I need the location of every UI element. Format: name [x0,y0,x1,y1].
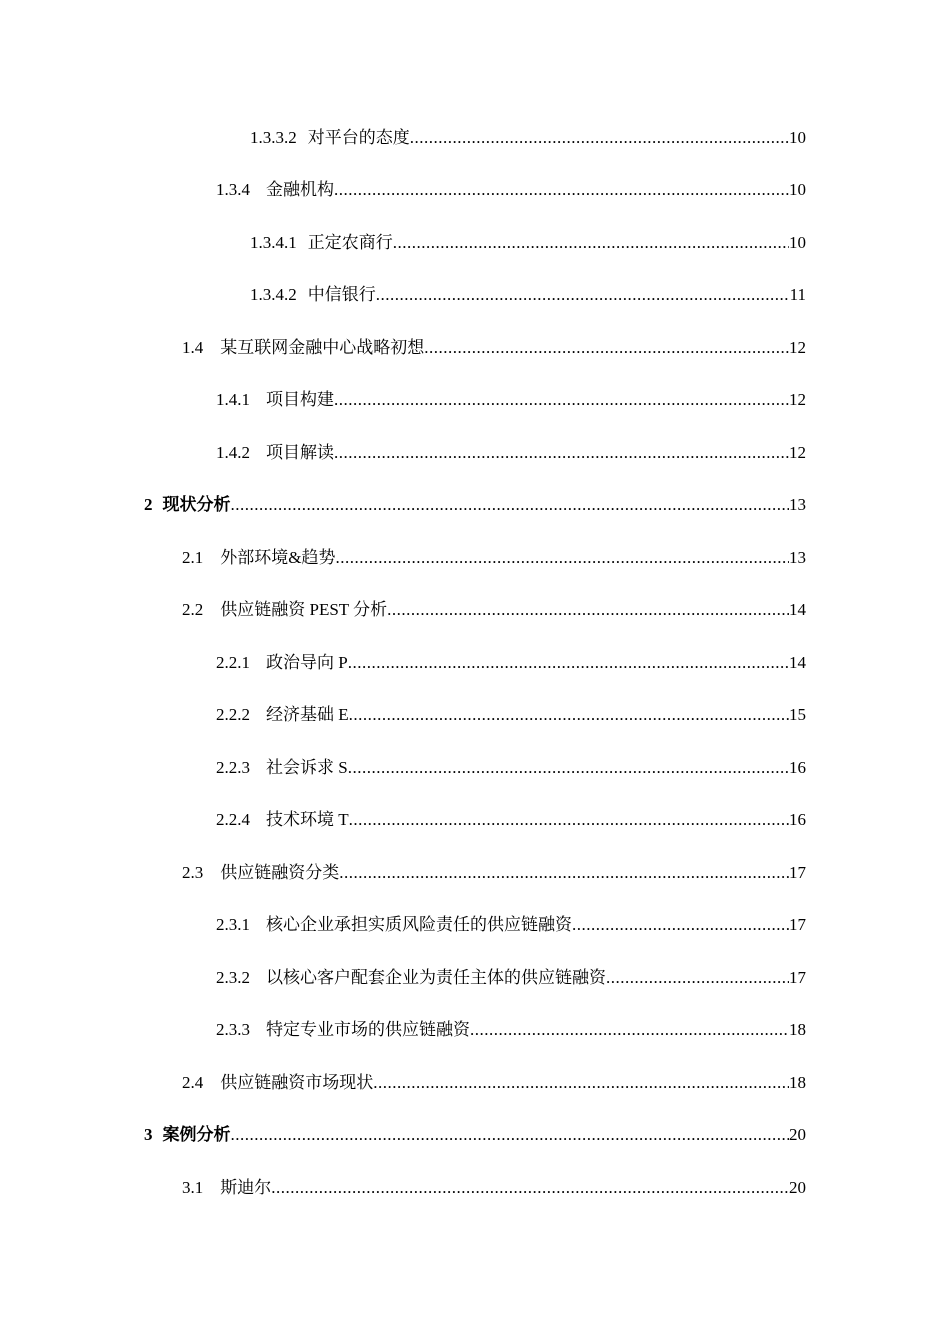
toc-entry[interactable] [182,1063,806,1103]
toc-entry-number: 1.3.4 [216,180,250,199]
toc-entry-page: 12 [789,443,806,462]
toc-entry-chapter[interactable] [144,485,806,525]
toc-entry-number: 2.3.2 [216,968,250,987]
toc-dot-leader [393,223,789,263]
toc-entry-number: 1.4.2 [216,443,250,462]
toc-entry-title: 正定农商行 [307,233,393,252]
toc-entry-title: 供应链融资 PEST 分析 [220,600,388,619]
toc-dot-leader [410,118,789,158]
toc-dot-leader [348,643,789,683]
toc-entry-page: 16 [789,758,806,777]
toc-entry-title: 外部环境&趋势 [220,548,336,567]
toc-entry[interactable] [182,853,806,893]
toc-entry[interactable] [250,275,806,315]
toc-entry[interactable] [216,748,806,788]
toc-entry[interactable] [216,905,806,945]
toc-entry-title: 以核心客户配套企业为责任主体的供应链融资 [266,968,606,987]
toc-entry-title: 经济基础 E [266,705,349,724]
toc-entry-number: 2.3 [182,863,204,882]
toc-entry-page: 17 [789,915,806,934]
toc-entry-title: 特定专业市场的供应链融资 [266,1020,470,1039]
toc-entry-number: 1.4.1 [216,390,250,409]
toc-entry-page: 13 [789,495,806,514]
toc-dot-leader [231,1115,790,1155]
toc-entry[interactable] [182,590,806,630]
toc-entry-page: 17 [789,968,806,987]
toc-entry-title: 金融机构 [266,180,334,199]
toc-entry-chapter[interactable] [144,1115,806,1155]
toc-dot-leader [271,1168,789,1208]
toc-dot-leader [231,485,790,525]
toc-dot-leader [470,1010,789,1050]
toc-entry[interactable] [216,170,806,210]
toc-entry-title: 某互联网金融中心战略初想 [220,338,425,357]
toc-dot-leader [424,328,789,368]
toc-entry-page: 10 [789,180,806,199]
toc-entry-title: 对平台的态度 [307,128,410,147]
toc-entry-page: 20 [789,1178,806,1197]
toc-entry-number: 2.2.4 [216,810,250,829]
toc-entry[interactable] [182,328,806,368]
toc-entry-title: 项目解读 [266,443,334,462]
toc-entry[interactable] [216,800,806,840]
toc-entry-page: 14 [789,653,806,672]
toc-entry-page: 13 [789,548,806,567]
toc-dot-leader [376,275,790,315]
toc-entry-number: 2.1 [182,548,204,567]
toc-entry-number: 2.4 [182,1073,204,1092]
toc-entry-number: 2.2.3 [216,758,250,777]
toc-entry[interactable] [216,643,806,683]
toc-entry-page: 12 [789,390,806,409]
toc-entry[interactable] [216,380,806,420]
toc-dot-leader [339,853,789,893]
toc-dot-leader [334,380,789,420]
toc-entry[interactable] [216,958,806,998]
toc-entry-title: 中信银行 [307,285,376,304]
toc-entry-title: 斯迪尔 [220,1178,272,1197]
toc-entry[interactable] [216,1010,806,1050]
toc-entry-number: 2.2 [182,600,204,619]
toc-entry[interactable] [216,433,806,473]
toc-entry-page: 17 [789,863,806,882]
toc-entry-number: 2.2.1 [216,653,250,672]
toc-entry[interactable] [250,223,806,263]
toc-entry-title: 案例分析 [162,1125,231,1144]
toc-dot-leader [606,958,789,998]
toc-entry-number: 2.3.1 [216,915,250,934]
toc-dot-leader [349,800,789,840]
toc-entry-title: 现状分析 [162,495,231,514]
toc-entry[interactable] [216,695,806,735]
toc-dot-leader [572,905,789,945]
toc-dot-leader [335,538,789,578]
toc-entry-page: 20 [789,1125,806,1144]
toc-entry-title: 供应链融资市场现状 [220,1073,374,1092]
toc-entry[interactable] [182,538,806,578]
toc-entry-number: 2.2.2 [216,705,250,724]
toc-entry-page: 16 [789,810,806,829]
toc-entry-page: 10 [789,233,806,252]
toc-entry[interactable] [250,118,806,158]
toc-entry[interactable] [182,1168,806,1208]
toc-entry-page: 18 [789,1073,806,1092]
toc-entry-page: 15 [789,705,806,724]
toc-entry-number: 2.3.3 [216,1020,250,1039]
toc-dot-leader [348,748,789,788]
toc-dot-leader [334,433,789,473]
toc-entry-number: 3.1 [182,1178,204,1197]
toc-entry-number: 1.3.4.2 [250,285,297,304]
toc-entry-page: 14 [789,600,806,619]
toc-dot-leader [349,695,789,735]
toc-entry-title: 核心企业承担实质风险责任的供应链融资 [266,915,572,934]
toc-entry-number: 2 [144,495,153,514]
toc-entry-page: 10 [789,128,806,147]
toc-entry-number: 1.3.3.2 [250,128,297,147]
toc-entry-page: 18 [789,1020,806,1039]
toc-entry-title: 社会诉求 S [266,758,348,777]
toc-entry-title: 项目构建 [266,390,334,409]
toc-entry-number: 1.4 [182,338,204,357]
toc-entry-title: 供应链融资分类 [220,863,340,882]
toc-dot-leader [387,590,789,630]
toc-entry-title: 政治导向 P [266,653,348,672]
toc-entry-number: 3 [144,1125,153,1144]
toc-dot-leader [334,170,789,210]
toc-entry-page: 11 [789,285,806,304]
toc-entry-number: 1.3.4.1 [250,233,297,252]
toc-entry-title: 技术环境 T [266,810,349,829]
toc-dot-leader [373,1063,789,1103]
toc-entry-page: 12 [789,338,806,357]
